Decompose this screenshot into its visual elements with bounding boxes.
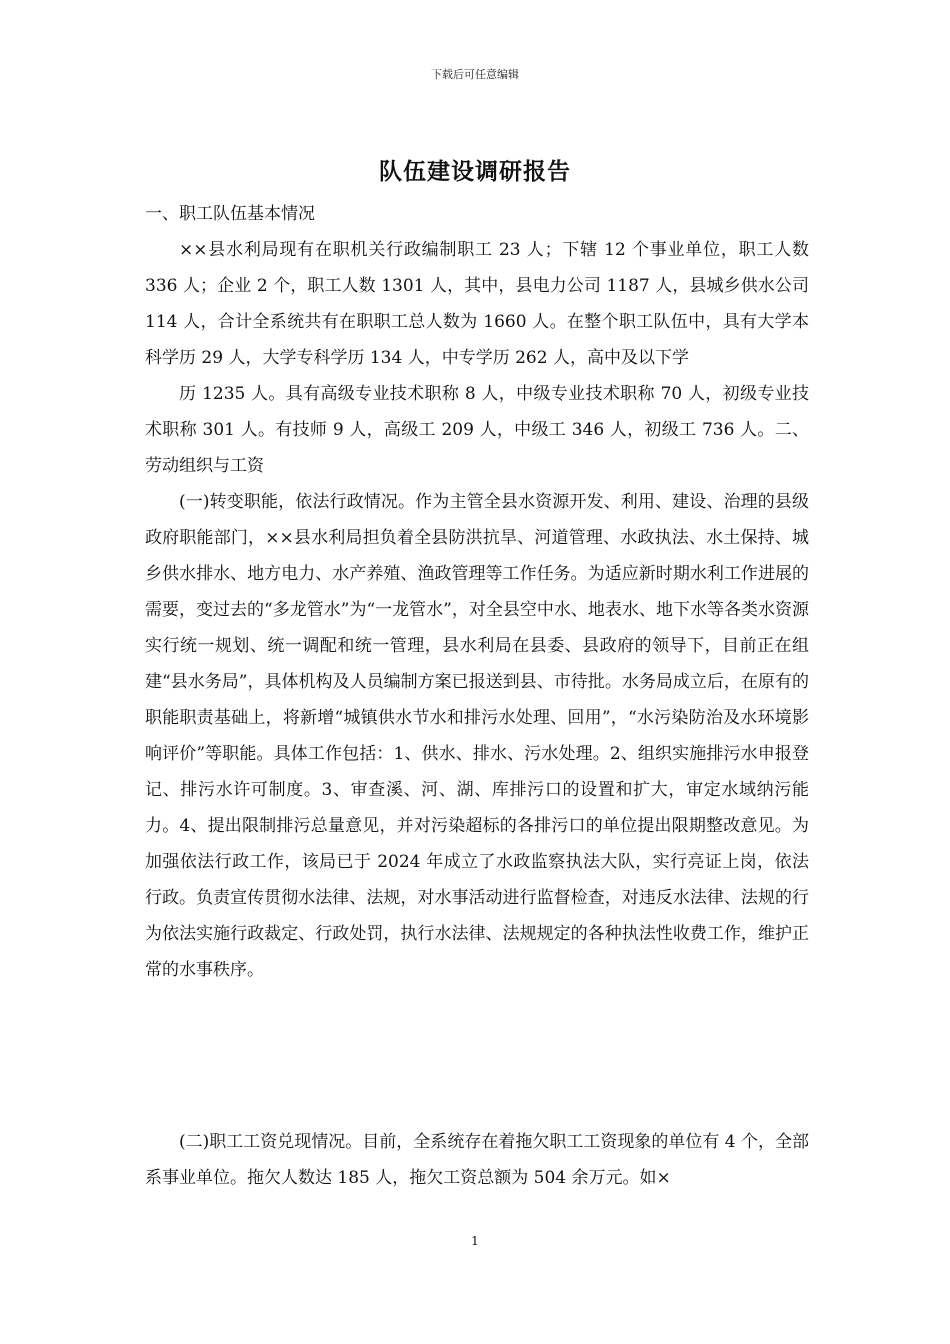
paragraph-qualifications: 历 1235 人。具有高级专业技术职称 8 人，中级专业技术职称 70 人，初级专业技术职称 301 人。有技师 9 人，高级工 209 人，中级工 346 人，初级工 736 人。二、劳动组织与工资: [145, 384, 809, 476]
page-number: 1: [471, 1234, 479, 1248]
section-basic-info: [145, 196, 809, 988]
section-heading: 一、职工队伍基本情况: [145, 204, 315, 224]
section-wages: [145, 1124, 809, 1196]
document-title: 队伍建设调研报告: [379, 158, 571, 185]
paragraph-staff-numbers: ××县水利局现有在职机关行政编制职工 23 人；下辖 12 个事业单位，职工人数 336 人；企业 2 个，职工人数 1301 人，其中，县电力公司 1187 人，县城乡供水公司 114 人，合计全系统共有在职职工总人数为 1660 人。在整个职工队伍中，具有大学本科学历 29 人，大学专科学历 134 人，中专学历 262 人，高中及以下学: [145, 240, 809, 368]
paragraph-wages: (二)职工工资兑现情况。目前，全系统存在着拖欠职工工资现象的单位有 4 个，全部系事业单位。拖欠人数达 185 人，拖欠工资总额为 504 余万元。如×: [145, 1132, 809, 1188]
paragraph-functions: (一)转变职能，依法行政情况。作为主管全县水资源开发、利用、建设、治理的县级政府职能部门，××县水利局担负着全县防洪抗旱、河道管理、水政执法、水土保持、城乡供水排水、地方电力、水产养殖、渔政管理等工作任务。为适应新时期水利工作进展的需要，变过去的“多龙管水”为“一龙管水”，对全县空中水、地表水、地下水等各类水资源实行统一规划、统一调配和统一管理，县水利局在县委、县政府的领导下，目前正在组建“县水务局”，具体机构及人员编制方案已报送到县、市待批。水务局成立后，在原有的职能职责基础上，将新增“城镇供水节水和排污水处理、回用”，“水污染防治及水环境影响评价”等职能。具体工作包括：1、供水、排水、污水处理。2、组织实施排污水申报登记、排污水许可制度。3、审查溪、河、湖、库排污口的设置和扩大，审定水域纳污能力。4、提出限制排污总量意见，并对污染超标的各排污口的单位提出限期整改意见。为加强依法行政工作，该局已于 2024 年成立了水政监察执法大队，实行亮证上岗，依法行政。负责宣传贯彻水法律、法规，对水事活动进行监督检查，对违反水法律、法规的行为依法实施行政裁定、行政处罚，执行水法律、法规规定的各种执法性收费工作，维护正常的水事秩序。: [145, 492, 809, 980]
page-header-note: 下载后可任意编辑: [431, 68, 519, 81]
